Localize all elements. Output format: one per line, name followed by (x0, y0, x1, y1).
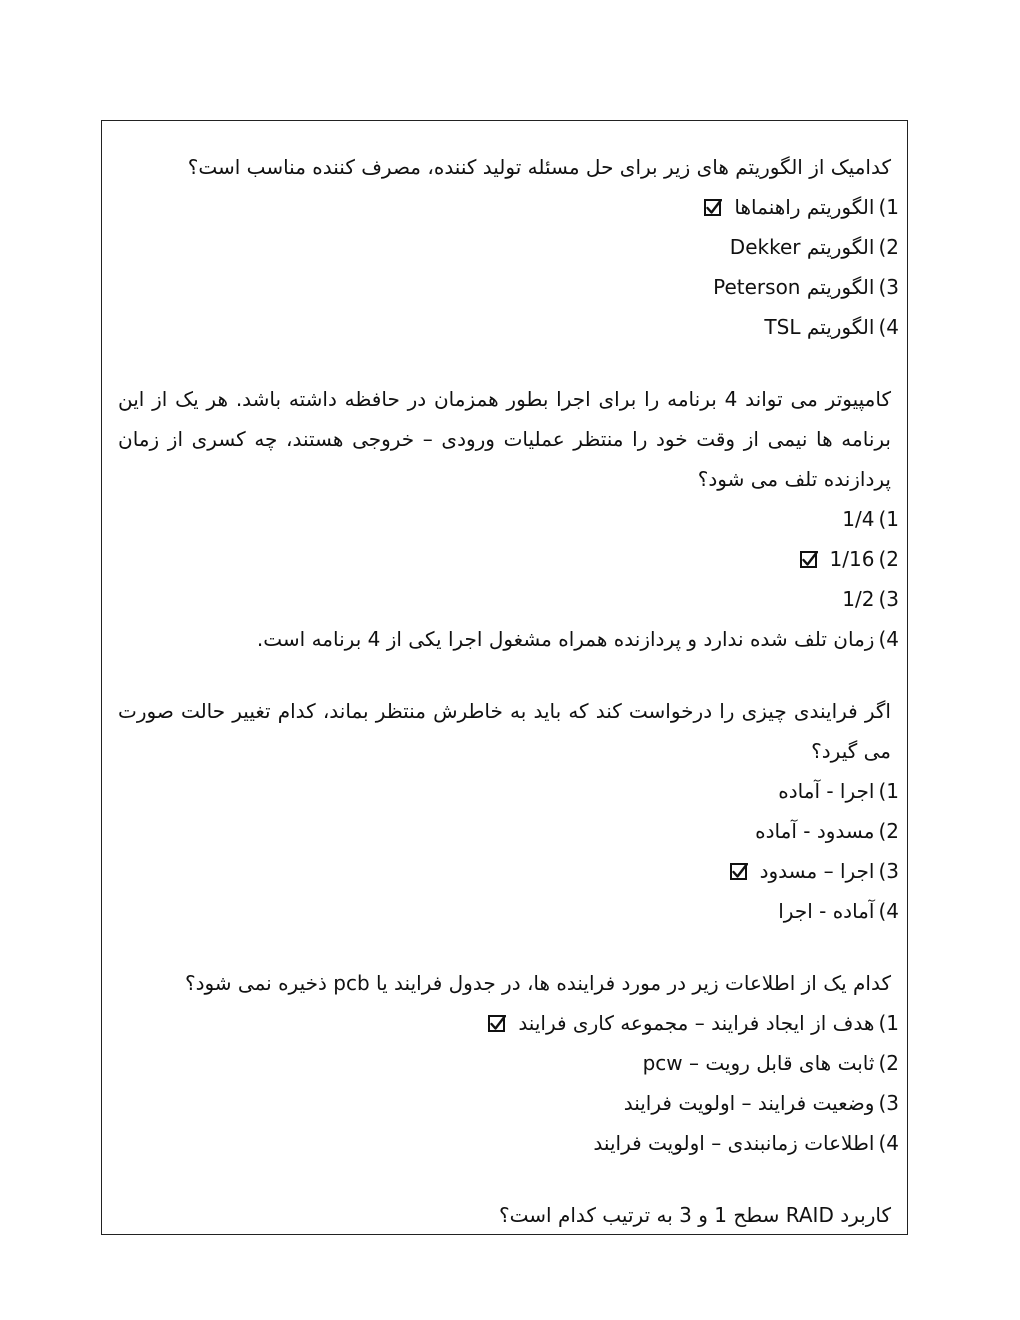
option-list (118, 1003, 899, 1163)
question-block (118, 963, 899, 1163)
option-text: اطلاعات زمانبندی – اولویت فرایند (593, 1131, 875, 1155)
question-stem: کدام یک از اطلاعات زیر در مورد فراینده ها، در جدول فرایند یا pcb ذخیره نمی شود؟ (184, 971, 891, 995)
option-text: 1/4 (842, 507, 875, 531)
option-number: 2) (878, 235, 899, 259)
answer-option (118, 307, 899, 347)
question-block (118, 691, 899, 931)
option-text: الگوریتم Dekker (729, 235, 875, 259)
option-number: 1) (878, 779, 899, 803)
option-number: 2) (878, 1051, 899, 1075)
answer-option (118, 267, 899, 307)
answer-option (118, 1123, 899, 1163)
answer-option (118, 1003, 899, 1043)
question-block (118, 379, 899, 659)
option-list (118, 499, 899, 659)
answer-option (118, 811, 899, 851)
option-number: 3) (878, 859, 899, 883)
answer-option (118, 619, 899, 659)
option-text: 1/16 (829, 547, 875, 571)
option-number: 1) (878, 195, 899, 219)
question-stem: کامپیوتر می تواند 4 برنامه را برای اجرا بطور همزمان در حافظه داشته باشد. هر یک از این برنامه ها نیمی از وقت خود را منتظر عملیات ورودی – خروجی هستند، چه کسری از زمان پردازنده تلف می شود؟ (118, 387, 891, 491)
option-text: آماده - اجرا (778, 899, 875, 923)
option-text: زمان تلف شده ندارد و پردازنده همراه مشغول اجرا یکی از 4 برنامه است. (256, 627, 875, 651)
question-stem: کدامیک از الگوریتم های زیر برای حل مسئله تولید کننده، مصرف کننده مناسب است؟ (187, 155, 891, 179)
option-text: هدف از ایجاد فرایند – مجموعه کاری فرایند (518, 1011, 875, 1035)
option-number: 4) (878, 899, 899, 923)
question-list (102, 121, 907, 1235)
answer-option (118, 1083, 899, 1123)
answer-option (118, 891, 899, 931)
checkbox-checked-icon (730, 863, 748, 881)
checkbox-checked-icon (488, 1015, 506, 1033)
option-number: 3) (878, 1091, 899, 1115)
checkbox-checked-icon (800, 551, 818, 569)
option-list (118, 771, 899, 931)
answer-option (118, 499, 899, 539)
option-number: 4) (878, 627, 899, 651)
answer-option (118, 851, 899, 891)
option-text: الگوریتم TSL (764, 315, 875, 339)
option-number: 2) (878, 547, 899, 571)
question-block (118, 147, 899, 347)
answer-option (118, 227, 899, 267)
option-number: 3) (878, 275, 899, 299)
checkbox-checked-icon (704, 199, 722, 217)
option-text: الگوریتم Peterson (713, 275, 875, 299)
option-text: وضعیت فرایند – اولویت فرایند (623, 1091, 875, 1115)
option-text: مسدود - آماده (755, 819, 875, 843)
option-text: 1/2 (842, 587, 875, 611)
option-number: 3) (878, 587, 899, 611)
option-text: اجرا – مسدود (759, 859, 875, 883)
answer-option (118, 579, 899, 619)
option-number: 4) (878, 315, 899, 339)
option-number: 2) (878, 819, 899, 843)
answer-option (118, 771, 899, 811)
option-number: 4) (878, 1131, 899, 1155)
question-stem: اگر فرایندی چیزی را درخواست کند که باید به خاطرش منتظر بماند، کدام تغییر حالت صورت می گیرد؟ (118, 699, 891, 763)
option-number: 1) (878, 507, 899, 531)
answer-option (118, 187, 899, 227)
option-text: الگوریتم راهنماها (734, 195, 875, 219)
question-stem: کاربرد RAID سطح 1 و 3 به ترتیب کدام است؟ (499, 1203, 891, 1227)
option-number: 1) (878, 1011, 899, 1035)
answer-option (118, 539, 899, 579)
option-text: pcw – ثابت های قابل رویت (642, 1051, 875, 1075)
option-text: اجرا - آماده (778, 779, 875, 803)
answer-option (118, 1043, 899, 1083)
option-list (118, 187, 899, 347)
question-block (118, 1195, 899, 1235)
page-border (101, 120, 908, 1235)
